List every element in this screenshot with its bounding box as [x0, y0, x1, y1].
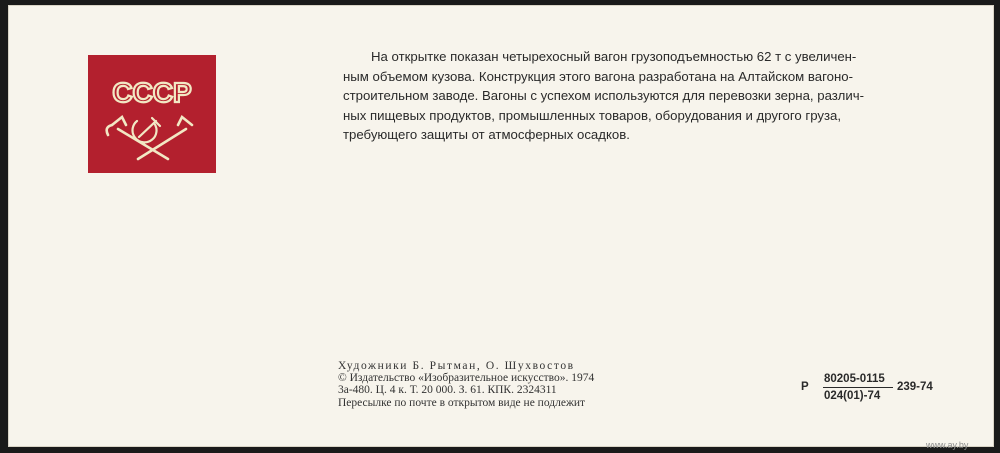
- description-line: требующего защиты от атмосферных осадков.: [343, 127, 630, 143]
- code-prefix: Р: [801, 381, 809, 393]
- emblem-text: СССР: [112, 77, 192, 108]
- description-line: строительном заводе. Вагоны с успехом используются для перевозки зерна, различ-: [343, 88, 864, 104]
- postcard-back: [8, 5, 994, 450]
- code-suffix: 239-74: [897, 381, 933, 393]
- code-denominator: 024(01)-74: [824, 390, 881, 402]
- hammer-sickle-icon: [88, 55, 216, 173]
- artists-credit: Художники Б. Рытман, О. Шухвостов: [338, 360, 575, 372]
- order-info: 3а-480. Ц. 4 к. Т. 20 000. З. 61. КПК. 2324311: [338, 384, 557, 397]
- fraction-rule: [823, 387, 893, 388]
- code-numerator: 80205-0115: [824, 373, 885, 385]
- catalog-code: [801, 373, 981, 413]
- imprint-block: [338, 360, 594, 409]
- description-line: ным объемом кузова. Конструкция этого вагона разработана на Алтайском вагоно-: [343, 68, 853, 84]
- card-description: [343, 47, 939, 145]
- mail-note: Пересылке по почте в открытом виде не подлежит: [338, 396, 586, 409]
- watermark: www.ay.by: [926, 440, 969, 450]
- publisher-line: © Издательство «Изобразительное искусство». 1974: [338, 372, 595, 385]
- description-line: На открытке показан четырехосный вагон грузоподъемностью 62 т с увеличен-: [371, 49, 857, 64]
- description-line: ных пищевых продуктов, промышленных товаров, оборудования и другого груза,: [343, 107, 842, 123]
- ussr-emblem: [88, 55, 216, 173]
